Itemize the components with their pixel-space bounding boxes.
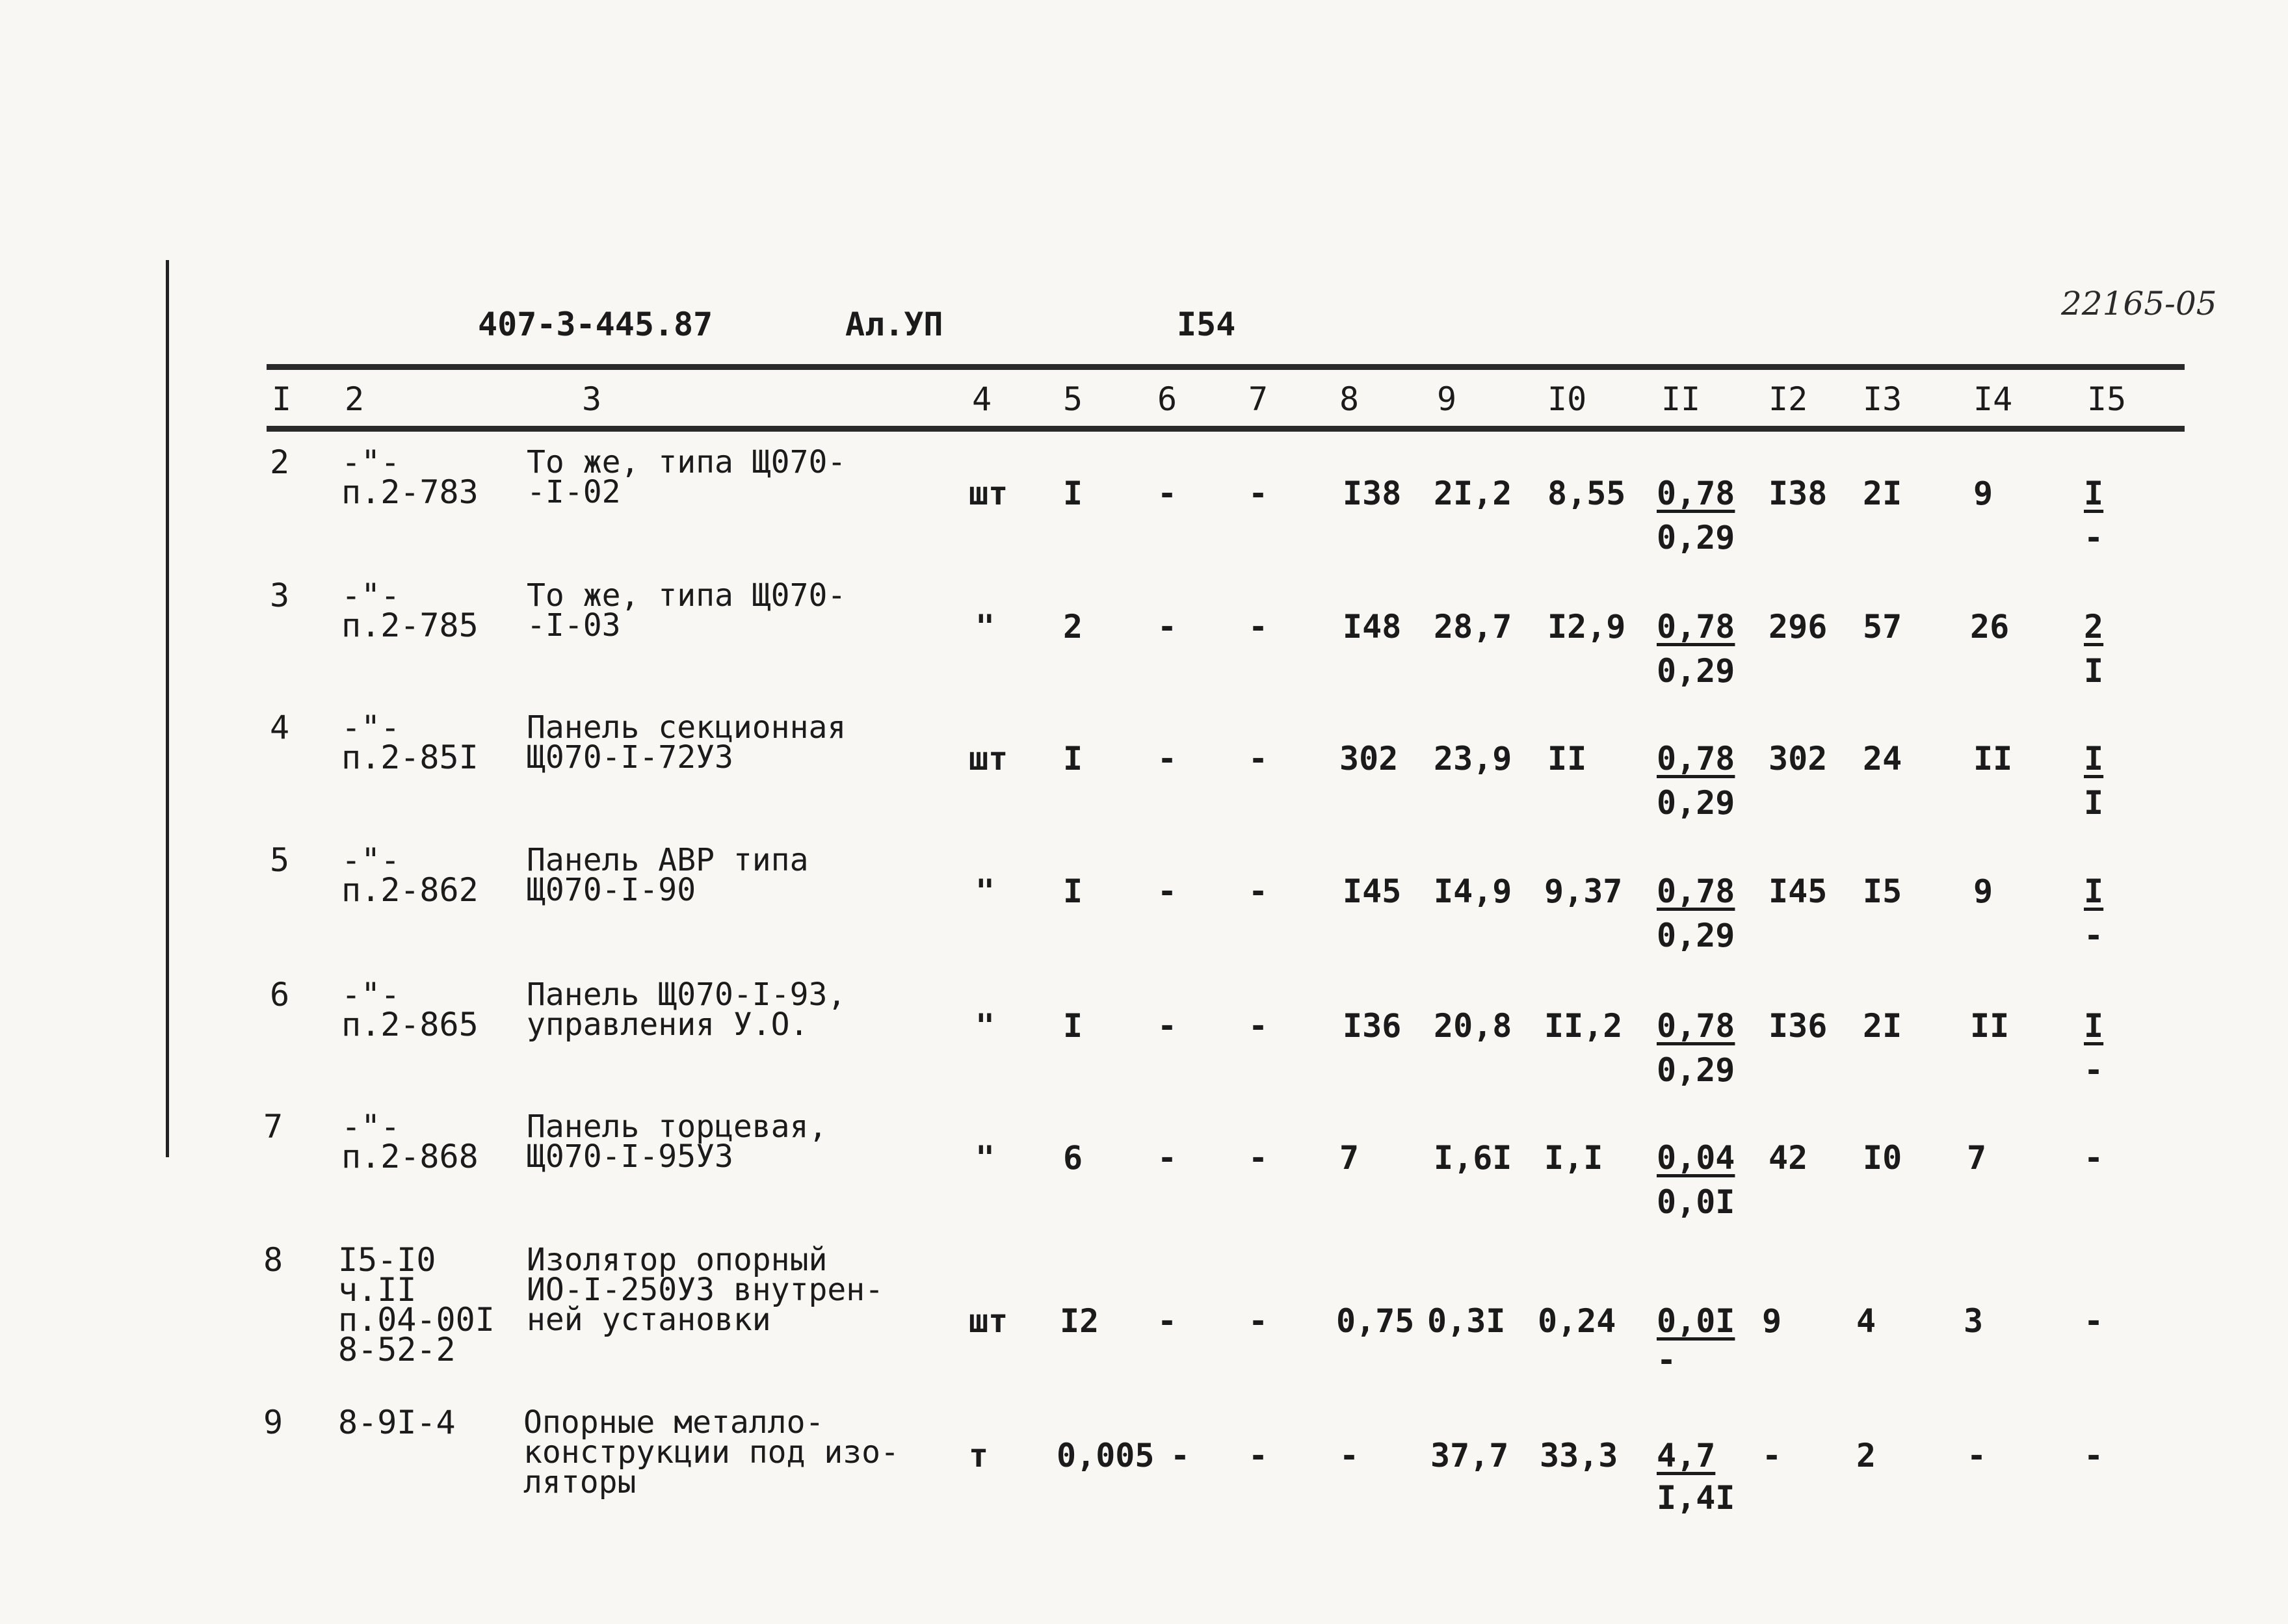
cell-col6: - (1157, 1302, 1177, 1340)
cell-col15-top: - (2084, 1437, 2104, 1474)
row-description-line: Щ070-I-90 (527, 872, 696, 908)
cell-col11-numerator: 4,7 (1657, 1437, 1716, 1474)
row-number: 2 (270, 443, 290, 481)
cell-col15-bottom: I (2084, 652, 2104, 690)
row-description-line: Панель секционная (527, 709, 847, 746)
column-header: I3 (1863, 380, 1902, 418)
cell-col14: II (1970, 1007, 2010, 1045)
cell-col10: 9,37 (1544, 872, 1623, 910)
cell-col13: 24 (1863, 740, 1902, 778)
unit-cell: " (975, 872, 995, 910)
cell-col14: - (1967, 1437, 1987, 1474)
cell-col7: - (1248, 1302, 1269, 1340)
row-ref-line: -"- (341, 1108, 401, 1146)
row-description-line: конструкции под изо- (523, 1434, 899, 1471)
cell-col15-bottom: - (2084, 519, 2104, 557)
cell-col12: - (1762, 1437, 1782, 1474)
cell-col15-top: - (2084, 1139, 2104, 1177)
row-number: 9 (263, 1404, 283, 1441)
row-description-line: ляторы (523, 1464, 637, 1500)
row-ref-line: п.2-783 (341, 473, 479, 511)
quantity-cell: I (1063, 475, 1083, 512)
cell-col13: 2I (1863, 475, 1902, 512)
cell-col7: - (1248, 475, 1269, 512)
cell-col7: - (1248, 608, 1269, 646)
quantity-cell: 0,005 (1057, 1437, 1155, 1474)
cell-col9: 0,3I (1427, 1302, 1506, 1340)
cell-col15-top: - (2084, 1302, 2104, 1340)
row-ref-line: п.2-785 (341, 607, 479, 644)
left-margin-line (166, 260, 169, 1157)
cell-col8: 0,75 (1336, 1302, 1415, 1340)
cell-col12: I36 (1769, 1007, 1828, 1045)
cell-col11-numerator: 0,78 (1657, 608, 1735, 646)
column-header: I2 (1769, 380, 1808, 418)
row-ref-line: п.2-865 (341, 1006, 479, 1043)
row-number: 4 (270, 709, 290, 746)
unit-cell: " (975, 1139, 995, 1177)
row-ref-line: п.2-862 (341, 871, 479, 909)
quantity-cell: I (1063, 872, 1083, 910)
page-number: I54 (1177, 306, 1236, 343)
cell-col11-numerator: 0,78 (1657, 1007, 1735, 1045)
cell-col15-bottom: I (2084, 784, 2104, 822)
unit-cell: " (975, 1007, 995, 1045)
cell-col8: 7 (1339, 1139, 1360, 1177)
unit-cell: шт (969, 475, 1008, 512)
cell-col15-bottom: - (2084, 917, 2104, 954)
cell-col14: 3 (1964, 1302, 1984, 1340)
column-header: 7 (1248, 380, 1269, 418)
document-code: 407-3-445.87 (478, 306, 713, 343)
cell-col15-top: I (2084, 740, 2104, 778)
unit-cell: шт (969, 1302, 1008, 1340)
cell-col8: - (1339, 1437, 1360, 1474)
column-header: 6 (1157, 380, 1177, 418)
row-ref-line: 8-9I-4 (338, 1404, 456, 1441)
row-number: 6 (270, 976, 290, 1014)
row-ref-line: п.2-868 (341, 1138, 479, 1175)
unit-cell: т (969, 1437, 989, 1474)
cell-col14: 7 (1967, 1139, 1987, 1177)
cell-col12: I38 (1769, 475, 1828, 512)
cell-col8: 302 (1339, 740, 1399, 778)
cell-col9: I4,9 (1434, 872, 1512, 910)
row-description-line: Щ070-I-72УЗ (527, 739, 733, 776)
row-description-line: Изолятор опорный (527, 1242, 828, 1278)
cell-col6: - (1170, 1437, 1190, 1474)
cell-col6: - (1157, 872, 1177, 910)
row-description-line: -I-02 (527, 474, 621, 510)
cell-col10: I2,9 (1547, 608, 1626, 646)
cell-col15-top: 2 (2084, 608, 2104, 646)
cell-col11-numerator: 0,78 (1657, 740, 1735, 778)
cell-col6: - (1157, 1139, 1177, 1177)
cell-col11-denominator: 0,29 (1657, 784, 1735, 822)
cell-col13: 2I (1863, 1007, 1902, 1045)
row-ref-line: 8-52-2 (338, 1331, 456, 1369)
unit-cell: шт (969, 740, 1008, 778)
cell-col12: 302 (1769, 740, 1828, 778)
row-description-line: Панель Щ070-I-93, (527, 976, 847, 1013)
cell-col11-denominator: - (1657, 1341, 1677, 1379)
row-ref-line: п.2-85I (341, 739, 479, 776)
cell-col14: 26 (1970, 608, 2010, 646)
cell-col9: 20,8 (1434, 1007, 1512, 1045)
cell-col15-bottom: - (2084, 1051, 2104, 1089)
cell-col8: I36 (1343, 1007, 1402, 1045)
row-description-line: ИО-I-250УЗ внутрен- (527, 1272, 884, 1308)
quantity-cell: 6 (1063, 1139, 1083, 1177)
cell-col11-denominator: 0,29 (1657, 1051, 1735, 1089)
cell-col8: I48 (1343, 608, 1402, 646)
cell-col11-numerator: 0,78 (1657, 475, 1735, 512)
cell-col11-numerator: 0,0I (1657, 1302, 1735, 1340)
cell-col15-top: I (2084, 1007, 2104, 1045)
row-ref-line: п.04-00I (338, 1301, 495, 1339)
cell-col9: 2I,2 (1434, 475, 1512, 512)
cell-col7: - (1248, 1437, 1269, 1474)
cell-col7: - (1248, 1007, 1269, 1045)
cell-col12: 42 (1769, 1139, 1808, 1177)
cell-col10: II (1547, 740, 1587, 778)
cell-col8: I38 (1343, 475, 1402, 512)
cell-col6: - (1157, 475, 1177, 512)
cell-col9: 28,7 (1434, 608, 1512, 646)
unit-cell: " (975, 608, 995, 646)
cell-col9: 23,9 (1434, 740, 1512, 778)
cell-col7: - (1248, 1139, 1269, 1177)
cell-col13: I5 (1863, 872, 1902, 910)
row-description-line: То же, типа Щ070- (527, 444, 847, 480)
column-header: 4 (972, 380, 992, 418)
cell-col10: I,I (1544, 1139, 1603, 1177)
sheet-code: Ал.УП (845, 306, 943, 343)
row-number: 5 (270, 841, 290, 879)
cell-col12: I45 (1769, 872, 1828, 910)
row-description-line: То же, типа Щ070- (527, 577, 847, 614)
cell-col7: - (1248, 740, 1269, 778)
column-header: 8 (1339, 380, 1360, 418)
cell-col6: - (1157, 608, 1177, 646)
table-header-rule (267, 426, 2185, 432)
row-ref-line: ч.II (338, 1271, 417, 1309)
row-description-line: -I-03 (527, 607, 621, 644)
row-ref-line: -"- (341, 709, 401, 746)
row-ref-line: I5-I0 (338, 1241, 436, 1279)
column-header: I (272, 380, 292, 418)
cell-col10: 0,24 (1538, 1302, 1616, 1340)
cell-col10: 8,55 (1547, 475, 1626, 512)
cell-col14: 9 (1973, 872, 1993, 910)
column-header: I5 (2087, 380, 2127, 418)
cell-col14: 9 (1973, 475, 1993, 512)
column-header: 5 (1063, 380, 1083, 418)
cell-col10: II,2 (1544, 1007, 1623, 1045)
cell-col15-top: I (2084, 475, 2104, 512)
cell-col11-denominator: I,4I (1657, 1479, 1735, 1517)
quantity-cell: I2 (1060, 1302, 1099, 1340)
row-number: 7 (263, 1108, 283, 1146)
cell-col6: - (1157, 1007, 1177, 1045)
cell-col13: 57 (1863, 608, 1902, 646)
cell-col11-denominator: 0,0I (1657, 1183, 1735, 1221)
column-header: I4 (1973, 380, 2013, 418)
cell-col10: 33,3 (1540, 1437, 1618, 1474)
row-ref-line: -"- (341, 976, 401, 1014)
cell-col8: I45 (1343, 872, 1402, 910)
cell-col9: I,6I (1434, 1139, 1512, 1177)
cell-col9: 37,7 (1430, 1437, 1509, 1474)
cell-col11-denominator: 0,29 (1657, 519, 1735, 557)
quantity-cell: I (1063, 1007, 1083, 1045)
row-ref-line: -"- (341, 841, 401, 879)
cell-col13: 4 (1856, 1302, 1876, 1340)
column-header: II (1661, 380, 1701, 418)
cell-col11-denominator: 0,29 (1657, 917, 1735, 954)
row-description-line: Панель торцевая, (527, 1108, 828, 1145)
cell-col11-numerator: 0,04 (1657, 1139, 1735, 1177)
row-number: 3 (270, 577, 290, 614)
cell-col12: 296 (1769, 608, 1828, 646)
cell-col6: - (1157, 740, 1177, 778)
row-ref-line: -"- (341, 577, 401, 614)
quantity-cell: 2 (1063, 608, 1083, 646)
row-description-line: управления У.О. (527, 1006, 809, 1043)
cell-col15-top: I (2084, 872, 2104, 910)
cell-col13: 2 (1856, 1437, 1876, 1474)
table-top-rule (267, 364, 2185, 370)
cell-col14: II (1973, 740, 2013, 778)
column-header: 2 (345, 380, 365, 418)
row-description-line: Панель АВР типа (527, 842, 809, 878)
cell-col7: - (1248, 872, 1269, 910)
cell-col11-numerator: 0,78 (1657, 872, 1735, 910)
cell-col12: 9 (1762, 1302, 1782, 1340)
quantity-cell: I (1063, 740, 1083, 778)
archive-number: 22165-05 (2061, 285, 2217, 322)
column-header: 9 (1437, 380, 1457, 418)
row-description-line: Опорные металло- (523, 1404, 824, 1441)
row-ref-line: -"- (341, 443, 401, 481)
row-description-line: Щ070-I-95УЗ (527, 1138, 733, 1175)
row-number: 8 (263, 1241, 283, 1279)
cell-col11-denominator: 0,29 (1657, 652, 1735, 690)
column-header: I0 (1547, 380, 1587, 418)
cell-col13: I0 (1863, 1139, 1902, 1177)
column-header: 3 (582, 380, 602, 418)
row-description-line: ней установки (527, 1302, 771, 1338)
